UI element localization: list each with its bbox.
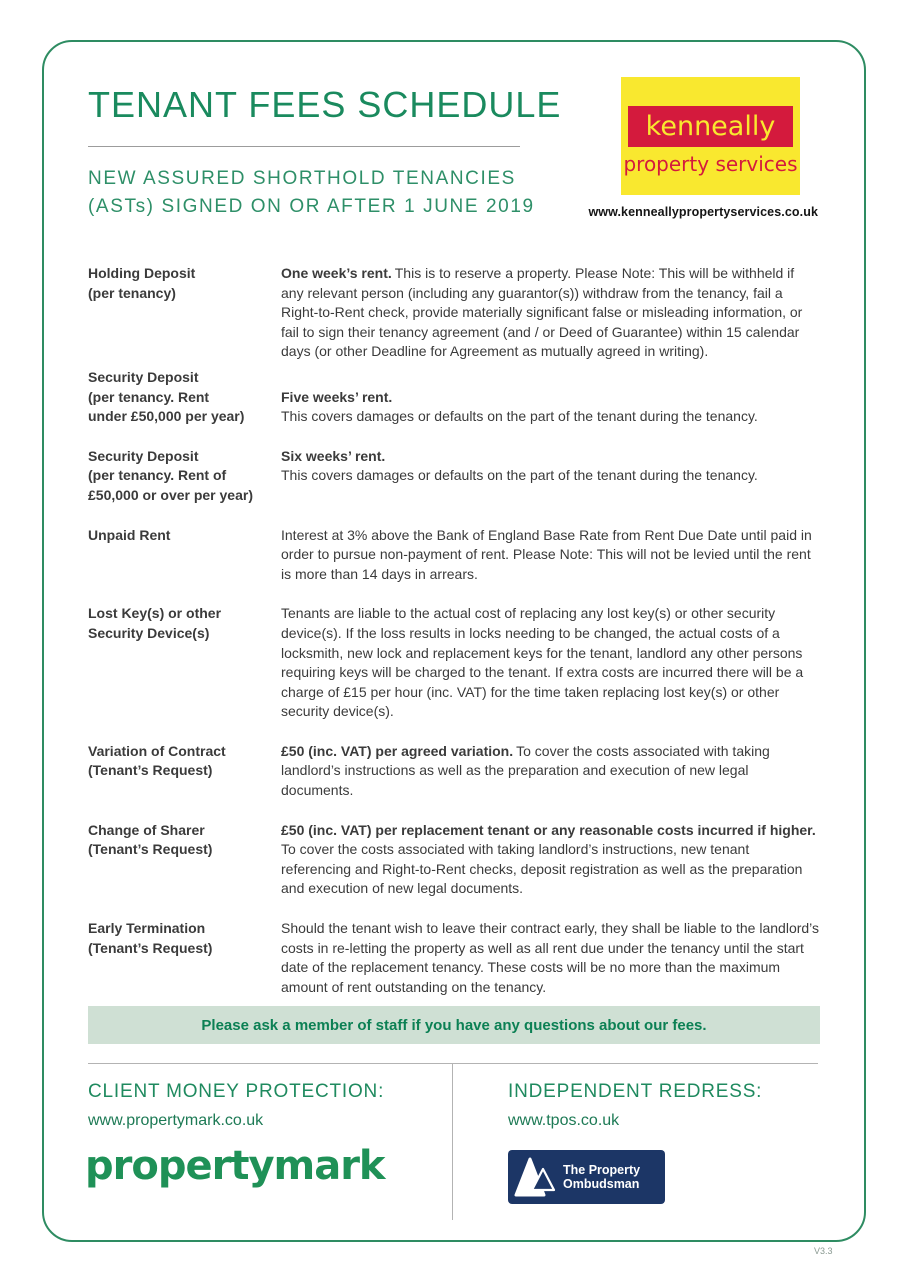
- fee-row-variation-of-contract: [88, 742, 820, 801]
- fee-description: [281, 742, 820, 801]
- fee-schedule-table: [88, 264, 820, 997]
- fee-body: To cover the costs associated with taking landlord’s instructions as well as the preparation and execution of new legal documents.: [281, 742, 770, 799]
- fee-row-unpaid-rent: [88, 526, 820, 585]
- fee-body: This is to reserve a property. Please Note: This will be withheld if any relevant person (including any guarantor(s)) withdraw from the tenancy, fail a Right-to-Rent check, provide materially significant false or misleading information, or fail to sign their tenancy agreement (and / or Deed of Guarantee) within 15 calendar days (or other Deadline for Agreement as mutually agreed in writing).: [281, 265, 803, 360]
- fee-body: This covers damages or defaults on the part of the tenant during the tenancy.: [281, 408, 758, 425]
- fee-label: Variation of Contract (Tenant’s Request): [88, 742, 226, 779]
- brand-name: kenneally: [645, 111, 776, 142]
- fee-body: This covers damages or defaults on the part of the tenant during the tenancy.: [281, 467, 758, 484]
- kenneally-logo: [621, 77, 800, 195]
- fee-amount: £50 (inc. VAT) per replacement tenant or any reasonable costs incurred if higher.: [281, 821, 816, 838]
- independent-redress-heading: INDEPENDENT REDRESS:: [508, 1081, 763, 1102]
- fee-description: [281, 264, 820, 362]
- questions-banner: [88, 1006, 820, 1044]
- fee-row-change-of-sharer: [88, 821, 820, 899]
- property-ombudsman-triangle-icon: [514, 1157, 558, 1197]
- fee-label: Security Deposit (per tenancy. Rent of £50,000 or over per year): [88, 447, 253, 503]
- fee-row-security-deposit-under-50k: [88, 368, 820, 427]
- fee-description: [281, 919, 820, 997]
- fee-description: [281, 526, 820, 585]
- property-ombudsman-logo: [508, 1150, 665, 1204]
- fee-description: [281, 447, 820, 506]
- fee-amount: £50 (inc. VAT) per agreed variation.: [281, 742, 514, 759]
- fee-label: Security Deposit (per tenancy. Rent under £50,000 per year): [88, 368, 245, 425]
- fee-amount: Six weeks’ rent.: [281, 447, 386, 464]
- subtitle-line: NEW ASSURED SHORTHOLD TENANCIES: [88, 168, 516, 189]
- footer-divider-vertical: [452, 1063, 453, 1220]
- fee-label: Change of Sharer (Tenant’s Request): [88, 821, 213, 858]
- fee-body: Should the tenant wish to leave their contract early, they shall be liable to the landlord’s costs in re-letting the property as well as all rent due under the tenancy until the start date of the replacement tenancy. These costs will be no more than the maximum amount of rent outstanding on the tenancy.: [281, 920, 820, 995]
- page-subtitle: [88, 165, 548, 221]
- brand-tagline: property services: [623, 152, 798, 176]
- fee-row-early-termination: [88, 919, 820, 997]
- fee-row-lost-keys: [88, 604, 820, 722]
- document-version: V3.3: [814, 1246, 833, 1256]
- fee-description: [281, 368, 820, 427]
- client-money-protection-section: [88, 1081, 438, 1130]
- kenneally-logo-wordmark: [628, 106, 793, 147]
- fee-description: [281, 821, 820, 899]
- fee-description: [281, 604, 820, 722]
- brand-website-url: www.kenneallypropertyservices.co.uk: [588, 205, 818, 219]
- fee-amount: One week’s rent.: [281, 265, 392, 281]
- independent-redress-section: [508, 1081, 818, 1130]
- fee-body: Tenants are liable to the actual cost of replacing any lost key(s) or other security device(s). If the loss results in locks needing to be changed, the actual costs of a locksmith, new lock and replacement keys for the tenant, landlord any other persons requiring keys will be charged to the tenant. If extra costs are incurred there will be a charge of £15 per hour (inc. VAT) for the time taken replacing lost key(s) or other security device(s).: [281, 605, 804, 720]
- fee-amount: Five weeks’ rent.: [281, 388, 393, 405]
- fee-body: To cover the costs associated with taking landlord’s instructions, new tenant referencing and Right-to-Rent checks, deposit registration as well as the preparation and execution of new legal documents.: [281, 841, 803, 897]
- fee-label: Early Termination (Tenant’s Request): [88, 920, 213, 956]
- property-ombudsman-logo-text: The Property Ombudsman: [563, 1162, 641, 1191]
- footer-divider-horizontal: [88, 1063, 818, 1064]
- questions-banner-text: Please ask a member of staff if you have any questions about our fees.: [201, 1016, 707, 1034]
- propertymark-logo: propertymark: [85, 1143, 385, 1189]
- fee-label: Unpaid Rent: [88, 526, 171, 543]
- fee-body: Interest at 3% above the Bank of England Base Rate from Rent Due Date until paid in order to pursue non-payment of rent. Please Note: This will not be levied until the rent is more than 14 days in arrears.: [281, 526, 812, 582]
- fee-label: Holding Deposit (per tenancy): [88, 265, 196, 301]
- fee-label: Lost Key(s) or other Security Device(s): [88, 605, 222, 641]
- page-title: TENANT FEES SCHEDULE: [88, 84, 562, 125]
- client-money-protection-heading: CLIENT MONEY PROTECTION:: [88, 1081, 385, 1102]
- subtitle-line: (ASTs) SIGNED ON OR AFTER 1 JUNE 2019: [88, 196, 535, 217]
- title-divider: [88, 146, 520, 147]
- tpos-url: www.tpos.co.uk: [508, 1112, 620, 1129]
- fee-row-security-deposit-over-50k: [88, 447, 820, 506]
- fee-row-holding-deposit: [88, 264, 820, 362]
- propertymark-url: www.propertymark.co.uk: [88, 1112, 264, 1129]
